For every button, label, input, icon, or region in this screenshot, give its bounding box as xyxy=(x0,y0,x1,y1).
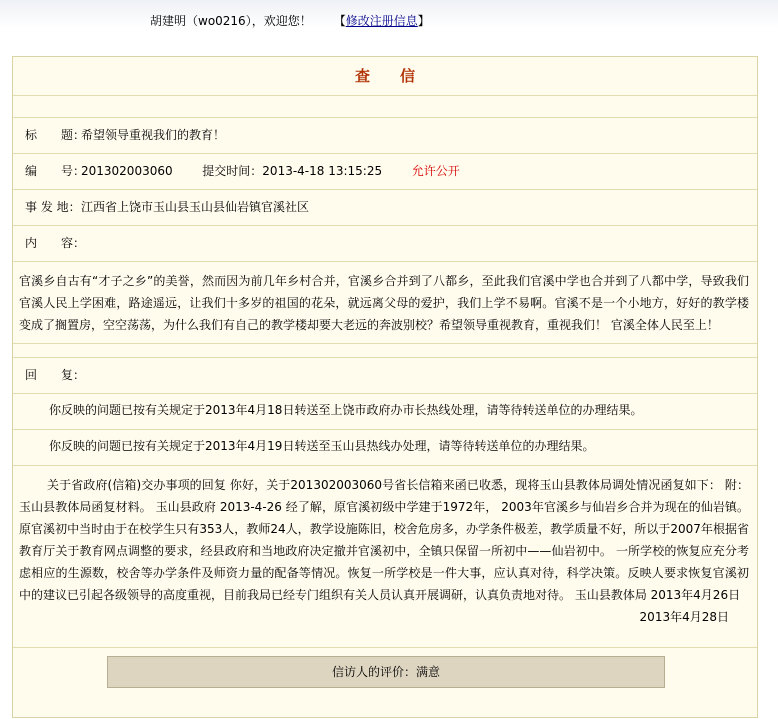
subject-row xyxy=(13,117,757,153)
subject-label: 标 题： xyxy=(25,128,86,142)
evaluation-box xyxy=(107,656,665,688)
content-text: 官溪乡自古有“才子之乡”的美誉，然而因为前几年乡村合并，官溪乡合并到了八都乡，至此我们官溪中学也合并到了八都中学，导致我们官溪人民上学困难，路途遥远，让我们十多岁的祖国的花朵，就远离父母的爱护，我们上学不易啊。官溪不是一个小地方，好好的教学楼变成了搁置房，空空荡荡，为什么我们有自己的教学楼却要大老远的奔波别校？希望领导重视教育，重视我们！ 官溪全体人民至上！ xyxy=(19,274,749,332)
reply-row-3 xyxy=(13,465,757,637)
reply-row-1 xyxy=(13,393,757,427)
link-bracket-right: 】 xyxy=(417,14,430,28)
reply-text-1: 你反映的问题已按有关规定于2013年4月18日转送至上饶市政府办市长热线处理，请等待转送单位的办理结果。 xyxy=(49,403,643,417)
reply-row-2 xyxy=(13,429,757,463)
evaluation-row xyxy=(13,647,757,717)
content-label: 内 容： xyxy=(25,236,86,250)
reply-text-3: 关于省政府(信箱)交办事项的回复 你好，关于201302003060号省长信箱来函已收悉，现将玉山县教体局调处情况函复如下： 附：玉山县教体局函复材料。 玉山县政府 2013-4-26 经了解，原官溪初级中学建于1972年， 2003年官溪乡与仙岩乡合并为现在的仙岩镇。原官溪初中当时由于在校学生只有353人，教师24人，教学设施陈旧，校舍危房多，办学条件极差，教学质量不好，所以于2007年根据省教育厅关于教育网点调整的要求，经县政府和当地政府决定撤并官溪初中，全镇只保留一所初中——仙岩初中。 一所学校的恢复应充分考虑相应的生源数，校舍等办学条件及师资力量的配备等情况。恢复一所学校是一件大事，应认真对待，科学决策。反映人要求恢复官溪初中的建议已引起各级领导的高度重视，目前我局已经专门组织有关人员认真开展调研，认真负责地对待。 玉山县教体局 2013年4月26日 xyxy=(19,478,749,602)
location-label: 事 发 地： xyxy=(25,200,81,214)
number-label: 编 号： xyxy=(25,164,86,178)
reply-label: 回 复： xyxy=(25,368,86,382)
welcome-bar xyxy=(150,12,430,29)
panel-title: 查信 xyxy=(354,67,445,85)
spacer-row xyxy=(13,95,757,117)
reply-label-row xyxy=(13,357,757,393)
submit-time-value: 2013-4-18 13:15:25 xyxy=(262,164,383,178)
evaluation-text: 信访人的评价：满意 xyxy=(331,665,440,679)
location-value: 江西省上饶市玉山县玉山县仙岩镇官溪社区 xyxy=(81,200,310,214)
reply-date: 2013年4月28日 xyxy=(639,610,729,624)
content-row xyxy=(13,261,757,343)
number-value: 201302003060 xyxy=(81,164,173,178)
spacer-row xyxy=(13,343,757,357)
reply-date-row xyxy=(19,606,749,628)
welcome-text: 胡建明（wo0216），欢迎您！ xyxy=(150,14,312,28)
location-row xyxy=(13,189,757,225)
edit-registration-link[interactable]: 修改注册信息 xyxy=(345,14,418,28)
content-label-row xyxy=(13,225,757,261)
letter-panel xyxy=(12,56,758,718)
public-status: 允许公开 xyxy=(411,164,460,178)
submit-time-label: 提交时间： xyxy=(202,164,263,178)
subject-value: 希望领导重视我们的教育！ xyxy=(81,128,226,142)
link-bracket-left: 【 xyxy=(333,14,346,28)
number-row xyxy=(13,153,757,189)
panel-title-row xyxy=(13,57,757,95)
reply-text-2: 你反映的问题已按有关规定于2013年4月19日转送至玉山县热线办处理，请等待转送单位的办理结果。 xyxy=(49,439,595,453)
